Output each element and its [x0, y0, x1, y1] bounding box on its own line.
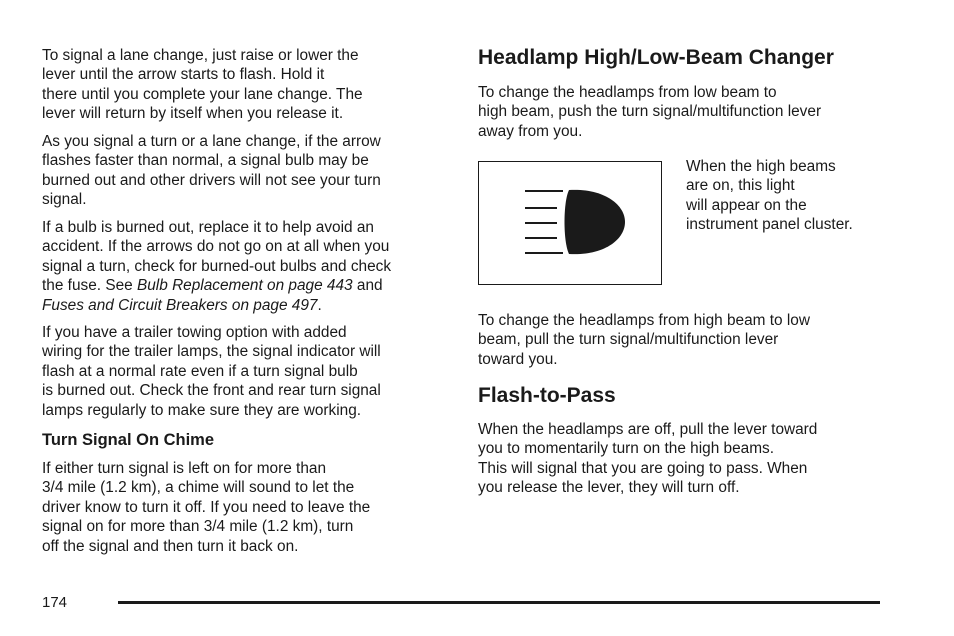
paragraph-lane-change: To signal a lane change, just raise or lower the lever until the arrow starts to flash. Hold it there until you complete your lane change. The lever will return by itself when you release it.: [42, 47, 363, 123]
paragraph-fast-flash: As you signal a turn or a lane change, if the arrow flashes faster than normal, a signal bulb may be burned out and other drivers will not see your turn signal.: [42, 133, 381, 209]
paragraph-chime: If either turn signal is left on for more than 3/4 mile (1.2 km), a chime will sound to let the driver know to turn it off. If you need to leave the signal on for more than 3/4 mile (1.2 km), turn off the signal and then turn it back on.: [42, 460, 371, 555]
paragraph-high-to-low: To change the headlamps from high beam to low beam, pull the turn signal/multifunction lever toward you.: [478, 312, 810, 368]
high-beam-figure: [478, 161, 662, 285]
page-number: 174: [42, 594, 68, 611]
paragraph-trailer-towing: If you have a trailer towing option with added wiring for the trailer lamps, the signal indicator will flash at a normal rate even if a turn signal bulb is burned out. Check the front and rear turn signal lamps regularly to make sure they are working.: [42, 324, 381, 419]
fuses-reference: Fuses and Circuit Breakers on page 497: [42, 296, 318, 314]
heading-turn-signal-chime: Turn Signal On Chime: [42, 431, 215, 449]
heading-headlamp-changer: Headlamp High/Low-Beam Changer: [478, 46, 834, 69]
bulb-replacement-reference: Bulb Replacement on page 443: [136, 277, 353, 295]
figure-caption: When the high beams are on, this light will appear on the instrument panel cluster.: [686, 158, 853, 234]
footer-rule: [118, 601, 880, 604]
paragraph-flash-to-pass: When the headlamps are off, pull the lever toward you to momentarily turn on the high beams. This will signal that you are going to pass. When you release the lever, they will turn off.: [478, 421, 818, 497]
heading-flash-to-pass: Flash-to-Pass: [478, 384, 616, 407]
high-beam-indicator-icon: [479, 162, 660, 283]
paragraph-bulb-burned-out: If a bulb is burned out, replace it to help avoid an accident. If the arrows do not go on at all when you signal a turn, check for burned-out bulbs and check the fuse. See Bulb Replacement on page 443 and Fuses and Circuit Breakers on page 497.: [42, 219, 392, 314]
paragraph-low-to-high: To change the headlamps from low beam to high beam, push the turn signal/multifunction lever away from you.: [478, 84, 822, 140]
